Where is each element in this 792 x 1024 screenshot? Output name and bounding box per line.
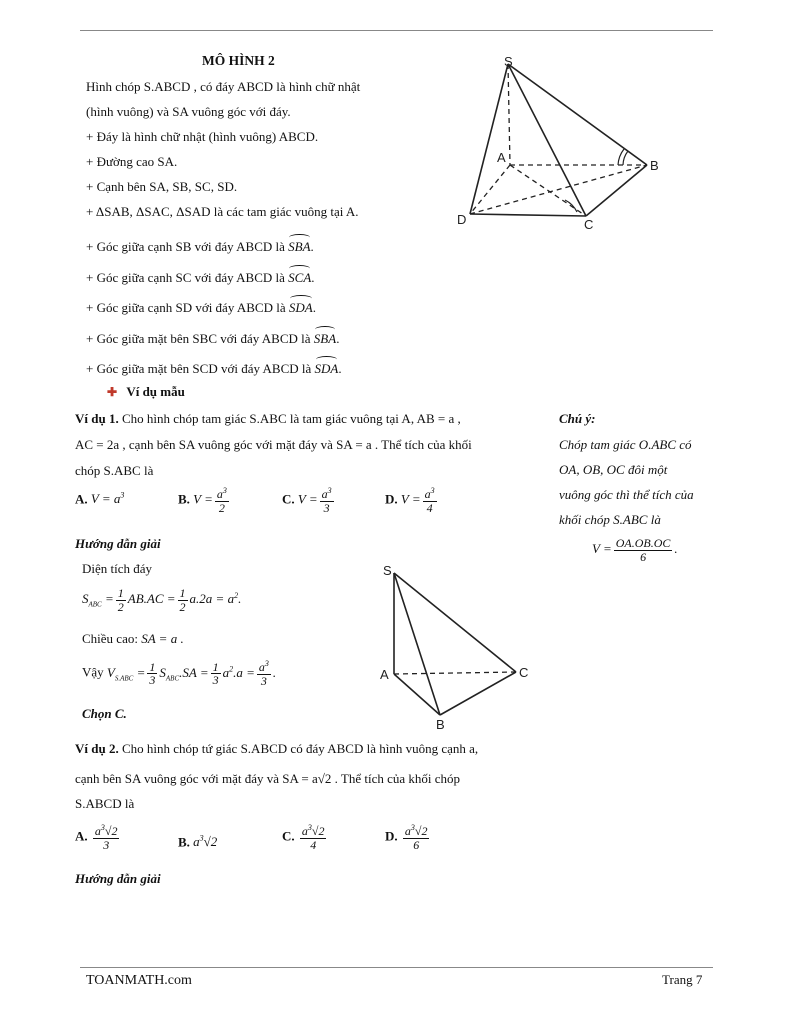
option-letter: D. [385,491,398,507]
ex2-option-b: B. $a^3√2$ [178,834,218,850]
edge-bc [440,672,516,715]
angle-row-4: + Góc giữa mặt bên SBC với đáy ABCD là SBA. [86,328,339,347]
option-letter: A. [75,828,88,844]
angle-text: + Góc giữa cạnh SC với đáy ABCD là [86,270,285,285]
ex1-label: Ví dụ 1. [75,411,119,426]
edge-cb [586,165,647,216]
note-formula: V = $\frac{OA.OB.OC}{6}$ . [592,536,678,564]
pin-icon: ✚ [107,385,118,399]
ex1-option-a: A. $V = a^3$ [75,491,125,507]
angle-symbol: SBA [288,236,310,255]
option-letter: D. [385,828,398,844]
label-s: S [504,54,513,69]
angle-row-1: + Góc giữa cạnh SB với đáy ABCD là SBA. [86,236,314,255]
footer-page: Trang 7 [662,972,703,987]
ex2-line-2: cạnh bên SA vuông góc với mặt đáy và SA = a√2 . Thể tích của khối chóp [75,771,461,786]
header-rule [80,30,713,31]
note-title: Chú ý: [559,411,596,426]
bullet-edges: + Cạnh bên SA, SB, SC, SD. [86,179,238,194]
label-b: B [650,158,659,173]
angle-text: + Góc giữa mặt bên SBC với đáy ABCD là [86,331,311,346]
edge-sb [508,64,647,165]
ex1-option-c: C. V = $\frac{a^3}{3}$ [282,486,332,515]
footer-rule [80,967,713,968]
model-title: MÔ HÌNH 2 [202,53,275,68]
ex1-line-2: AC = 2a , cạnh bên SA vuông góc với mặt đáy và SA = a . Thể tích của khối [75,437,472,452]
angle-text: + Góc giữa cạnh SB với đáy ABCD là [86,239,285,254]
label-c: C [519,665,529,680]
edge-ac-hidden [394,672,516,674]
ex2-line-1 [75,741,478,757]
note-line-2: OA, OB, OC đôi một [559,462,668,477]
label-b: B [436,717,445,732]
ex2-guide: Hướng dẫn giải [75,871,161,886]
ex2-line1-text: Cho hình chóp tứ giác S.ABCD có đáy ABCD là hình vuông cạnh a, [121,741,479,756]
label-a: A [497,150,506,165]
footer-site: TOANMATH.com [86,973,192,988]
pyramid-sabc-figure [378,558,538,733]
angle-row-5: + Góc giữa mặt bên SCD với đáy ABCD là SDA. [86,358,342,377]
note-line-4: khối chóp S.ABC là [559,512,661,527]
bullet-right-triangles: + ΔSAB, ΔSAC, ΔSAD là các tam giác vuông tại A. [86,204,359,219]
angle-symbol: SBA [314,328,336,347]
examples-heading-text: Ví dụ mẫu [126,384,185,399]
edge-dc [470,214,586,216]
option-letter: C. [282,828,295,844]
option-letter: B. [178,834,190,850]
label-d: D [457,212,467,227]
angle-symbol: SCA [288,267,311,286]
angle-row-2: + Góc giữa cạnh SC với đáy ABCD là SCA. [86,267,315,286]
ex1-line-3: chóp S.ABC là [75,463,154,478]
ex1-line-1 [75,411,461,427]
ex1-area-label: Diện tích đáy [82,561,153,576]
intro-line-1: Hình chóp S.ABCD , có đáy ABCD là hình chữ nhật [86,79,361,94]
note-formula-den: 6 [640,549,647,564]
ex1-option-d: D. V = $\frac{a^3}{4}$ [385,486,435,515]
ex1-answer: Chọn C. [82,706,127,721]
ex2-option-c: C. $\frac{a^3√2}{4}$ [282,823,325,852]
angle-mark-b [623,151,628,165]
bullet-height: + Đường cao SA. [86,154,178,169]
note-line-1: Chóp tam giác O.ABC có [559,437,692,452]
angle-text: + Góc giữa mặt bên SCD với đáy ABCD là [86,361,312,376]
option-letter: A. [75,491,88,507]
option-letter: B. [178,491,190,507]
note-formula-num: OA.OB.OC [615,536,671,550]
ex1-height [82,631,184,647]
edge-sa-hidden [508,64,510,165]
ex1-option-b: B. V = $\frac{a^3}{2}$ [178,486,227,515]
label-c: C [584,217,594,232]
option-letter: C. [282,491,295,507]
edge-sc [394,573,516,672]
height-expr: SA = a . [141,631,184,646]
diag-bd-hidden [470,165,647,214]
ex1-volume: Vậy $V_{S.ABC}$ = $\frac{1}{3}$ $S_{ABC}.SA$ = $\frac{1}{3}$ $a^2.a$ = $\frac{a^3}{3}$ . [82,659,277,688]
ex2-label: Ví dụ 2. [75,741,119,756]
angle-row-3: + Góc giữa cạnh SD với đáy ABCD là SDA. [86,297,316,316]
ex2-option-a: A. $\frac{a^3√2}{3}$ [75,823,118,852]
angle-symbol: SDA [289,297,313,316]
edge-sc [508,64,586,216]
edge-sd [470,64,508,214]
height-label: Chiều cao: [82,631,138,646]
bullet-base: + Đáy là hình chữ nhật (hình vuông) ABCD. [86,129,319,144]
ex2-option-d: D. $\frac{a^3√2}{6}$ [385,823,428,852]
pyramid-sabcd-figure [453,52,668,232]
label-s: S [383,563,392,578]
label-a: A [380,667,389,682]
intro-line-2: (hình vuông) và SA vuông góc với đáy. [86,104,291,119]
ex2-line-3: S.ABCD là [75,796,135,811]
angle-text: + Góc giữa cạnh SD với đáy ABCD là [86,300,286,315]
ex1-line1-text: Cho hình chóp tam giác S.ABC là tam giác vuông tại A, AB = a , [121,411,461,426]
ex1-guide: Hướng dẫn giải [75,536,161,551]
angle-symbol: SDA [315,358,339,377]
examples-heading [107,384,185,400]
conclude-prefix: Vậy [82,664,104,680]
note-line-3: vuông góc thì thể tích của [559,487,694,502]
ex1-area-formula: $S_{ABC}$ = $\frac{1}{2}$ AB.AC = $\frac{1}{2}$ $a.2a = a^2$. [82,586,242,614]
